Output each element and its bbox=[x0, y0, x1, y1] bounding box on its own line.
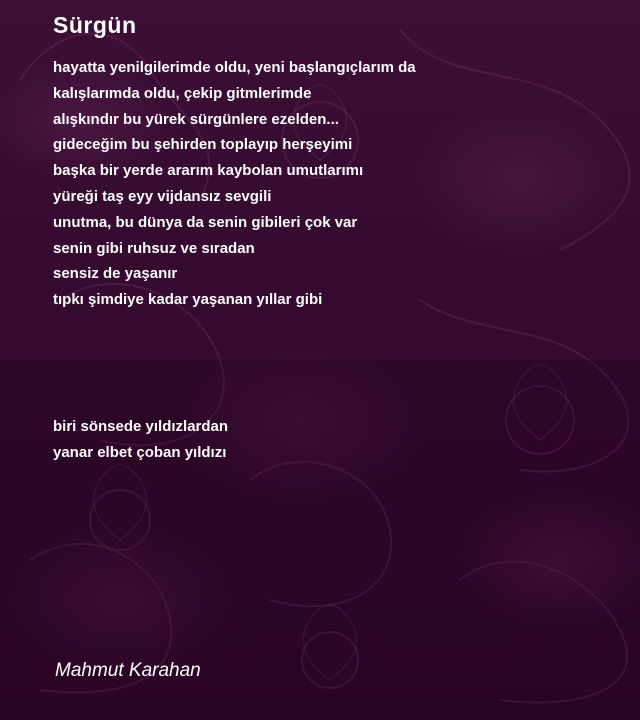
poem-line: yanar elbet çoban yıldızı bbox=[53, 443, 227, 461]
poem-line: yüreği taş eyy vijdansız sevgili bbox=[53, 187, 272, 205]
poem-line: tıpkı şimdiye kadar yaşanan yıllar gibi bbox=[53, 291, 323, 309]
poem-line: hayatta yenilgilerimde oldu, yeni başlangıçlarım da bbox=[53, 59, 416, 76]
poem-stanza-2 bbox=[53, 414, 228, 466]
poem-title: Sürgün bbox=[53, 12, 137, 38]
poem-line: unutma, bu dünya da senin gibileri çok var bbox=[53, 213, 358, 231]
poem-stanza-1 bbox=[53, 55, 416, 313]
poem-author: Mahmut Karahan bbox=[55, 660, 201, 681]
poem-line: senin gibi ruhsuz ve sıradan bbox=[53, 239, 255, 257]
poem-line: başka bir yerde ararım kaybolan umutlarımı bbox=[53, 162, 364, 180]
poem-line: gideceğim bu şehirden toplayıp herşeyimi bbox=[53, 136, 353, 154]
poem-line: kalışlarımda oldu, çekip gitmlerimde bbox=[53, 84, 312, 102]
poem-line: alışkındır bu yürek sürgünlere ezelden... bbox=[53, 110, 339, 128]
poem-line: sensiz de yaşanır bbox=[53, 265, 178, 283]
poem-line: biri sönsede yıldızlardan bbox=[53, 418, 229, 435]
